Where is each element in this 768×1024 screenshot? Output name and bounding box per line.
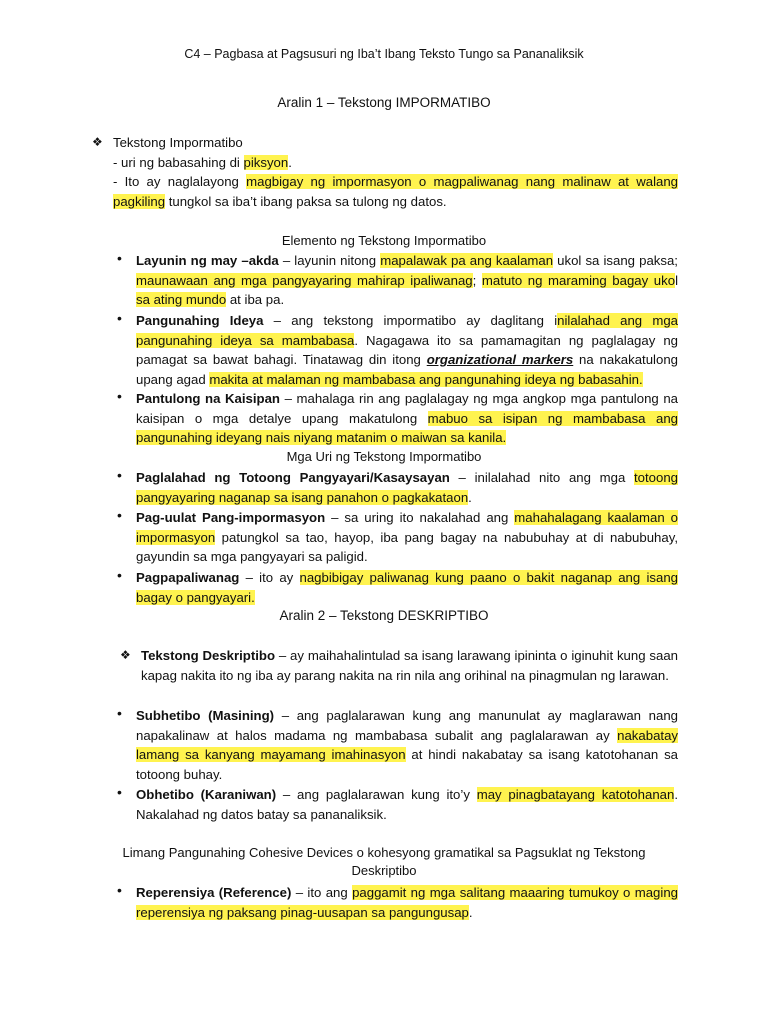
lesson-2-title: Aralin 2 – Tekstong DESKRIPTIBO [279,608,489,623]
device-reperensiya: Reperensiya (Reference) – ito ang paggamit ng mga salitang maaaring tumukoy o maging reperensiya ng paksang pinag-uusapan sa pangungusap. [136,885,678,920]
bullet-icon: • [117,567,122,583]
bullet-icon: • [117,388,122,404]
bullet-icon: • [117,250,122,266]
bullet-icon: • [117,705,122,721]
definition-1: - uri ng babasahing di piksyon. [113,154,292,170]
cohesive-heading: Limang Pangunahing Cohesive Devices o kohesyong gramatikal sa Pagsuklat ng Tekstong Deskriptibo [122,845,646,878]
type-obhetibo: Obhetibo (Karaniwan) – ang paglalarawan kung ito’y may pinagbatayang katotohanan. Nakalahad ng datos batay sa pananaliksik. [136,787,678,822]
topic-impormatibo [113,133,678,211]
elements-heading: Elemento ng Tekstong Impormatibo [281,233,487,248]
topic-title: Tekstong Impormatibo [113,135,243,150]
types-heading: Mga Uri ng Tekstong Impormatibo [286,449,482,464]
element-pantulong-na-kaisipan: Pantulong na Kaisipan – mahalaga rin ang paglalagay ng mga angkop mga pantulong na kaisipan o mga detalye upang makatulong mabuo sa isipan ng mambabasa ang pangunahing ideyang nais niyang matanim o maiwan sa kanila. [136,391,678,445]
bullet-icon: • [117,784,122,800]
topic-deskriptibo: Tekstong Deskriptibo – ay maihahalintulad sa isang larawang ipininta o iginuhit kung saan kapag nakita ito ng iba ay parang nakita na rin nila ang orihinal na pinagmulan ng larawan. [141,648,678,683]
element-pangunahing-ideya: Pangunahing Ideya – ang tekstong impormatibo ay daglitang inilalahad ang mga pangunahing ideya sa mambabasa. Nagagawa ito sa pamamagitan ng paglalagay ng pamagat sa bawat bahagi. Tinatawag din itong organizational markers na nakakatulong upang agad makita at malaman ng mambabasa ang pangunahing ideya ng babasahin. [136,313,679,387]
type-paglalahad: Paglalahad ng Totoong Pangyayari/Kasaysayan – inilalahad nito ang mga totoong pangyayaring naganap sa isang panahon o pagkakataon. [136,470,678,505]
diamond-bullet-icon: ❖ [120,648,131,662]
element-layunin: Layunin ng may –akda – layunin nitong mapalawak pa ang kaalaman ukol sa isang paksa; maunawaan ang mga pangyayaring mahirap ipaliwanag; matuto ng maraming bagay ukol sa ating mundo at iba pa. [136,253,679,307]
bullet-icon: • [117,310,122,326]
lesson-1-title: Aralin 1 – Tekstong IMPORMATIBO [277,95,491,110]
page-header: C4 – Pagbasa at Pagsusuri ng Iba’t Ibang Teksto Tungo sa Pananaliksik [184,47,584,61]
definition-2-cont: pagkiling tungkol sa iba’t ibang paksa sa tulong ng datos. [113,193,447,209]
type-pagpapaliwanag: Pagpapaliwanag – ito ay nagbibigay paliwanag kung paano o bakit naganap ang isang bagay o pangyayari. [136,570,678,605]
bullet-icon: • [117,882,122,898]
diamond-bullet-icon: ❖ [92,135,103,149]
type-subhetibo: Subhetibo (Masining) – ang paglalarawan kung ang manunulat ay maglarawan nang napakalinaw at halos madama ng mambabasa subalit ang paglalarawan ay nakabatay lamang sa kanyang mayamang imahinasyon at hindi nakabatay sa isang katotohanan sa totoong buhay. [136,708,679,782]
bullet-icon: • [117,507,122,523]
bullet-icon: • [117,467,122,483]
definition-2: - Ito ay naglalayong magbigay ng impormasyon o magpaliwanag nang malinaw at walang [113,174,679,189]
type-pag-uulat: Pag-uulat Pang-impormasyon – sa uring ito nakalahad ang mahahalagang kaalaman o impormasyon patungkol sa tao, hayop, iba pang bagay na nabubuhay at di nabubuhay, gayundin sa mga pangyayari sa paligid. [136,510,678,564]
